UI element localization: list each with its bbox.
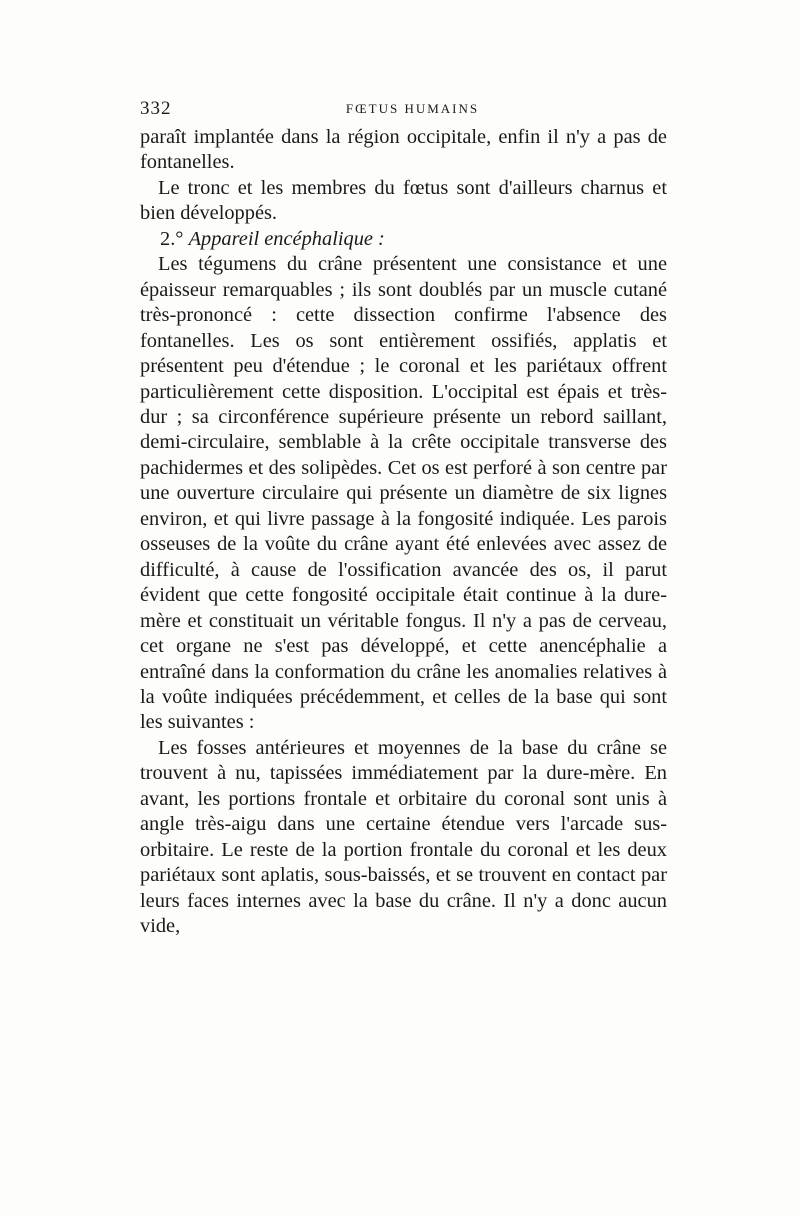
running-title: FŒTUS HUMAINS (345, 101, 480, 116)
paragraph-trunk-limbs: Le tronc et les membres du fœtus sont d'ailleurs charnus et bien développés. (140, 176, 667, 225)
section-heading (140, 227, 667, 252)
paragraph-skull-base: Les fosses antérieures et moyennes de la base du crâne se trouvent à nu, tapissées immédiatement par la dure-mère. En avant, les portions frontale et orbitaire du coronal sont unis à angle très-aigu dans une certaine étendue vers l'arcade sus-orbitaire. Le reste de la portion frontale du coronal et les deux pariétaux sont aplatis, sous-baissés, et se trouvent en contact par leurs faces internes avec la base du crâne. Il n'y a donc aucun vide, (140, 736, 667, 938)
section-title: Appareil encéphalique : (188, 227, 385, 250)
page-number: 332 (140, 98, 172, 119)
paragraph-skull-teguments: Les tégumens du crâne présentent une consistance et une épaisseur remarquables ; ils sont doublés par un muscle cutané très-prononcé : cette dissection confirme l'absence des fontanelles. Les os sont entièrement ossifiés, applatis et présentent peu d'étendue ; le coronal et les pariétaux offrent particulièrement cette disposition. L'occipital est épais et très-dur ; sa circonférence supérieure présente un rebord saillant, demi-circulaire, semblable à la crête occipitale transverse des pachidermes et des solipèdes. Cet os est perforé à son centre par une ouverture circulaire qui présente un diamètre de six lignes environ, et qui livre passage à la fongosité indiquée. Les parois osseuses de la voûte du crâne ayant été enlevées avec assez de difficulté, à cause de l'ossification avancée des os, il parut évident que cette fongosité occipitale était continue à la dure-mère et constituait un véritable fongus. Il n'y a pas de cerveau, cet organe ne s'est pas développé, et cette anencéphalie a entraîné dans la conformation du crâne les anomalies relatives à la voûte indiquées précédemment, et celles de la base qui sont les suivantes : (140, 253, 667, 734)
paragraph-skull-continued: paraît implantée dans la région occipitale, enfin il n'y a pas de fontanelles. (140, 126, 667, 174)
body-text (140, 125, 667, 940)
running-head (140, 98, 665, 120)
section-number: 2.° (160, 227, 184, 250)
